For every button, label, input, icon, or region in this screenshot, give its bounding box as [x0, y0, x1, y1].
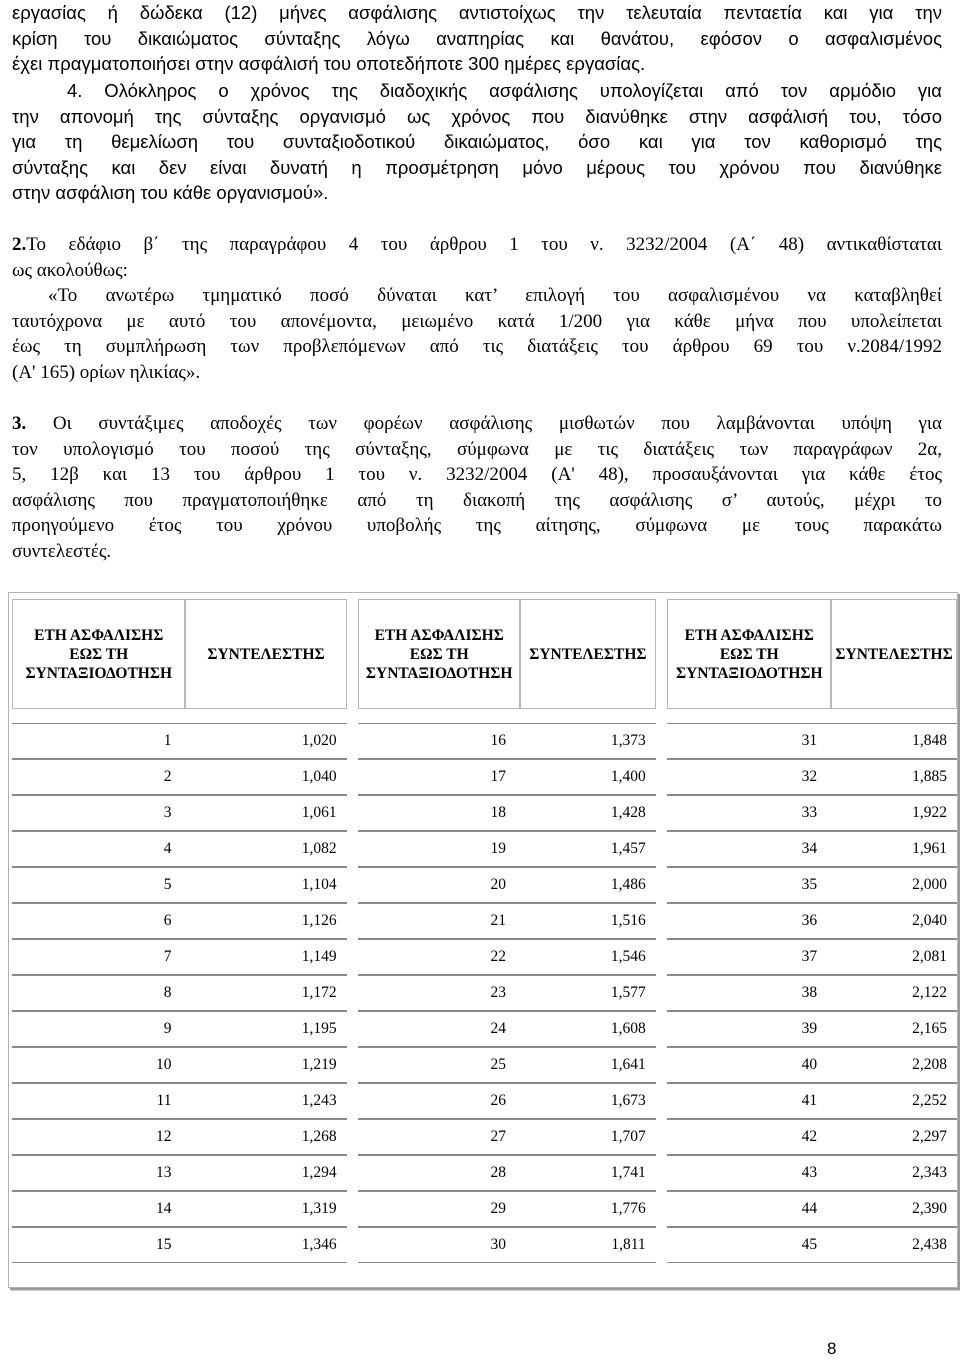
intro-line: κρίση του δικαιώματος σύνταξης λόγω αναπηρίας και θανάτου, εφόσον ο ασφαλισμένος [12, 27, 942, 49]
column-spacer [656, 831, 668, 867]
years-cell: 24 [358, 1011, 520, 1047]
header-years-line: ΣΥΝΤΑΞΙΟΔΟΤΗΣΗ [25, 664, 173, 682]
coefficient-cell: 1,195 [185, 1011, 346, 1047]
years-cell: 40 [667, 1047, 831, 1083]
header-years-line: ΕΩΣ ΤΗ [69, 645, 129, 663]
years-cell: 36 [667, 903, 831, 939]
point-4-paragraph [12, 78, 942, 206]
table-row [12, 903, 957, 939]
section-2-number: 2. [12, 234, 27, 255]
coefficient-cell: 1,641 [520, 1047, 656, 1083]
table-row [12, 1227, 957, 1263]
years-cell: 13 [12, 1155, 185, 1191]
coefficient-cell: 1,294 [185, 1155, 346, 1191]
coefficient-cell: 1,400 [520, 759, 656, 795]
years-cell: 45 [667, 1227, 831, 1263]
section-2 [12, 232, 942, 385]
table-row [12, 1083, 957, 1119]
coefficient-cell: 1,373 [520, 723, 656, 759]
section-3 [12, 411, 942, 564]
years-cell: 1 [12, 723, 185, 759]
coefficient-cell: 1,608 [520, 1011, 656, 1047]
section-3-line: συντελεστές. [12, 540, 112, 562]
coefficient-cell: 1,811 [520, 1227, 656, 1263]
header-years-line: ΕΩΣ ΤΗ [719, 645, 779, 663]
years-cell: 26 [358, 1083, 520, 1119]
coefficient-cell: 2,390 [831, 1191, 957, 1227]
years-cell: 29 [358, 1191, 520, 1227]
coefficient-cell: 1,848 [831, 723, 957, 759]
years-cell: 11 [12, 1083, 185, 1119]
section-3-text: Οι συντάξιμες αποδοχές των φορέων ασφάλισης μισθωτών που λαμβάνονται υπόψη για [52, 413, 942, 434]
header-years-line: ΣΥΝΤΑΞΙΟΔΟΤΗΣΗ [365, 664, 513, 682]
years-cell: 39 [667, 1011, 831, 1047]
column-spacer [347, 903, 359, 939]
table-row [12, 831, 957, 867]
column-spacer [656, 1227, 668, 1263]
coefficient-cell: 2,252 [831, 1083, 957, 1119]
table-row [12, 1155, 957, 1191]
coefficient-cell: 2,040 [831, 903, 957, 939]
section-3-line: ασφάλισης που πραγματοποιήθηκε από τη διακοπή της ασφάλισης σ’ αυτούς, μέχρι το [12, 489, 942, 511]
section-2-line: έως τη συμπλήρωση των προβλεπόμενων από τις διατάξεις του άρθρου 69 του ν.2084/1992 [12, 336, 942, 357]
section-2-line: ταυτόχρονα με αυτό του απονέμοντα, μειωμένο κατά 1/200 για κάθε μήνα που υπολείπεται [12, 310, 942, 332]
column-spacer [656, 1083, 668, 1119]
table-row [12, 867, 957, 903]
column-spacer [347, 1119, 359, 1155]
coefficient-cell: 2,297 [831, 1119, 957, 1155]
header-years-line: ΕΤΗ ΑΣΦΑΛΙΣΗΣ [34, 626, 164, 644]
years-cell: 32 [667, 759, 831, 795]
header-years-line: ΕΤΗ ΑΣΦΑΛΙΣΗΣ [684, 626, 814, 644]
column-spacer [656, 903, 668, 939]
years-cell: 8 [12, 975, 185, 1011]
point-4-line: 4. Ολόκληρος ο χρόνος της διαδοχικής ασφάλισης υπολογίζεται από τον αρμόδιο για [67, 80, 942, 101]
point-4-line: την απονομή της σύνταξης οργανισμό ως χρόνος που διανύθηκε στην ασφάλισή του, τόσο [12, 105, 942, 127]
coefficient-cell: 1,741 [520, 1155, 656, 1191]
header-coefficient: ΣΥΝΤΕΛΕΣΤΗΣ [185, 599, 346, 709]
column-spacer [656, 867, 668, 903]
years-cell: 19 [358, 831, 520, 867]
section-2-line: (Α' 165) ορίων ηλικίας». [12, 361, 201, 383]
years-cell: 5 [12, 867, 185, 903]
column-spacer [656, 975, 668, 1011]
point-4-line: για τη θεμελίωση του συνταξιοδοτικού δικαιώματος, όσο και για τον καθορισμό της [12, 131, 942, 152]
coefficient-cell: 2,165 [831, 1011, 957, 1047]
coefficient-cell: 2,343 [831, 1155, 957, 1191]
coefficient-cell: 1,219 [185, 1047, 346, 1083]
years-cell: 34 [667, 831, 831, 867]
coefficient-cell: 1,577 [520, 975, 656, 1011]
coefficient-cell: 1,546 [520, 939, 656, 975]
years-cell: 18 [358, 795, 520, 831]
coefficient-cell: 2,122 [831, 975, 957, 1011]
header-years-line: ΕΩΣ ΤΗ [409, 645, 469, 663]
header-years [12, 599, 185, 709]
table-row [12, 1191, 957, 1227]
column-spacer [347, 759, 359, 795]
years-cell: 20 [358, 867, 520, 903]
column-spacer [347, 723, 359, 759]
coefficient-cell: 1,126 [185, 903, 346, 939]
coefficient-cell: 1,673 [520, 1083, 656, 1119]
column-spacer [347, 831, 359, 867]
header-years-line: ΕΤΗ ΑΣΦΑΛΙΣΗΣ [374, 626, 504, 644]
header-years-line: ΣΥΝΤΑΞΙΟΔΟΤΗΣΗ [675, 664, 823, 682]
section-3-line: προηγούμενο έτος του χρόνου υποβολής της αίτησης, σύμφωνα με τους παρακάτω [12, 515, 942, 536]
intro-paragraph [12, 0, 942, 77]
coefficient-cell: 1,707 [520, 1119, 656, 1155]
coefficient-cell: 1,885 [831, 759, 957, 795]
coefficient-cell: 1,149 [185, 939, 346, 975]
years-cell: 22 [358, 939, 520, 975]
years-cell: 9 [12, 1011, 185, 1047]
column-spacer [347, 1155, 359, 1191]
table-row [12, 1011, 957, 1047]
coefficient-cell: 1,961 [831, 831, 957, 867]
years-cell: 17 [358, 759, 520, 795]
header-coefficient: ΣΥΝΤΕΛΕΣΤΗΣ [520, 599, 656, 709]
coefficient-cell: 1,457 [520, 831, 656, 867]
coefficient-cell: 2,438 [831, 1227, 957, 1263]
column-spacer [656, 599, 668, 709]
years-cell: 27 [358, 1119, 520, 1155]
years-cell: 12 [12, 1119, 185, 1155]
years-cell: 28 [358, 1155, 520, 1191]
column-spacer [656, 795, 668, 831]
coefficient-cell: 2,000 [831, 867, 957, 903]
years-cell: 42 [667, 1119, 831, 1155]
section-3-number: 3. [12, 413, 27, 434]
years-cell: 25 [358, 1047, 520, 1083]
column-spacer [347, 867, 359, 903]
coefficient-cell: 1,486 [520, 867, 656, 903]
header-gap [12, 709, 957, 723]
years-cell: 15 [12, 1227, 185, 1263]
coefficient-cell: 1,040 [185, 759, 346, 795]
years-cell: 38 [667, 975, 831, 1011]
years-cell: 21 [358, 903, 520, 939]
column-spacer [347, 1191, 359, 1227]
years-cell: 31 [667, 723, 831, 759]
coefficient-cell: 1,020 [185, 723, 346, 759]
coefficient-cell: 1,428 [520, 795, 656, 831]
coefficient-cell: 1,319 [185, 1191, 346, 1227]
years-cell: 16 [358, 723, 520, 759]
table-body [12, 723, 957, 1263]
years-cell: 6 [12, 903, 185, 939]
point-4-line: στην ασφάλιση του κάθε οργανισμού». [12, 182, 329, 203]
years-cell: 33 [667, 795, 831, 831]
coefficient-cell: 2,208 [831, 1047, 957, 1083]
column-spacer [347, 795, 359, 831]
coefficient-cell: 1,104 [185, 867, 346, 903]
section-3-line: τον υπολογισμό του ποσού της σύνταξης, σύμφωνα με τις διατάξεις των παραγράφων 2α, [12, 438, 942, 460]
column-spacer [347, 939, 359, 975]
coefficient-cell: 1,082 [185, 831, 346, 867]
table-row [12, 1119, 957, 1155]
column-spacer [656, 1047, 668, 1083]
column-spacer [347, 1047, 359, 1083]
coefficient-cell: 1,061 [185, 795, 346, 831]
table-row [12, 759, 957, 795]
years-cell: 30 [358, 1227, 520, 1263]
table-header-row [12, 599, 957, 709]
table-row [12, 939, 957, 975]
column-spacer [347, 1083, 359, 1119]
section-3-line [12, 411, 942, 437]
years-cell: 7 [12, 939, 185, 975]
section-3-line: 5, 12β και 13 του άρθρου 1 του ν. 3232/2004 (Α' 48), προσαυξάνονται για κάθε έτος [12, 464, 942, 485]
column-spacer [656, 1155, 668, 1191]
header-years [358, 599, 520, 709]
coefficient-cell: 1,268 [185, 1119, 346, 1155]
section-2-text: Το εδάφιο β΄ της παραγράφου 4 του άρθρου 1 του ν. 3232/2004 (Α΄ 48) αντικαθίσταται [26, 234, 942, 255]
point-4-line: σύνταξης και δεν είναι δυνατή η προσμέτρηση μόνο μέρους του χρόνου που διανύθηκε [12, 156, 942, 178]
table-row [12, 795, 957, 831]
years-cell: 14 [12, 1191, 185, 1227]
header-years [667, 599, 831, 709]
coefficient-cell: 1,243 [185, 1083, 346, 1119]
coefficient-cell: 1,172 [185, 975, 346, 1011]
years-cell: 23 [358, 975, 520, 1011]
years-cell: 4 [12, 831, 185, 867]
coefficient-cell: 2,081 [831, 939, 957, 975]
coefficient-cell: 1,516 [520, 903, 656, 939]
table-row [12, 975, 957, 1011]
section-2-line [12, 232, 942, 258]
column-spacer [656, 1191, 668, 1227]
years-cell: 41 [667, 1083, 831, 1119]
years-cell: 10 [12, 1047, 185, 1083]
column-spacer [347, 1227, 359, 1263]
table-row [12, 1047, 957, 1083]
column-spacer [656, 1011, 668, 1047]
column-spacer [656, 723, 668, 759]
years-cell: 2 [12, 759, 185, 795]
intro-line: εργασίας ή δώδεκα (12) μήνες ασφάλισης αντιστοίχως την τελευταία πενταετία και για την [12, 2, 942, 23]
header-coefficient: ΣΥΝΤΕΛΕΣΤΗΣ [831, 599, 957, 709]
page-number: 8 [827, 1339, 837, 1358]
coefficient-cell: 1,922 [831, 795, 957, 831]
coefficients-table-frame [8, 592, 958, 1288]
section-2-line: ως ακολούθως: [12, 259, 128, 281]
years-cell: 35 [667, 867, 831, 903]
column-spacer [347, 599, 359, 709]
coefficient-cell: 1,776 [520, 1191, 656, 1227]
column-spacer [656, 939, 668, 975]
column-spacer [656, 759, 668, 795]
coefficient-cell: 1,346 [185, 1227, 346, 1263]
years-cell: 43 [667, 1155, 831, 1191]
column-spacer [347, 1011, 359, 1047]
years-cell: 44 [667, 1191, 831, 1227]
coefficients-table [12, 599, 957, 1263]
table-row [12, 723, 957, 759]
years-cell: 37 [667, 939, 831, 975]
column-spacer [656, 1119, 668, 1155]
years-cell: 3 [12, 795, 185, 831]
intro-line: έχει πραγματοποιήσει στην ασφάλισή του οποτεδήποτε 300 ημέρες εργασίας. [12, 53, 646, 74]
section-2-line: «Το ανωτέρω τμηματικό ποσό δύναται κατ’ επιλογή του ασφαλισμένου να καταβληθεί [48, 285, 942, 306]
column-spacer [347, 975, 359, 1011]
